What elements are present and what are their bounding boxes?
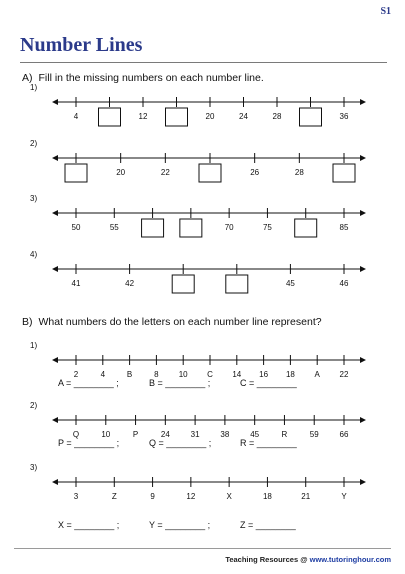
part-a-row-4-tick-label: 45 (285, 279, 295, 288)
part-b-row-3-answer-blank[interactable]: Y = ________ ; (149, 520, 211, 530)
part-a-row-1-tick-label: 28 (272, 112, 282, 121)
part-b-row-1-answer-blank[interactable]: B = ________ ; (149, 378, 211, 388)
part-b-row-3-tick-label: 9 (150, 492, 155, 501)
part-b-row-2-tick-label: 66 (339, 430, 349, 439)
part-a-row-2-tick-label: 20 (116, 168, 126, 177)
part-b-row-2-answer-blank[interactable]: P = ________ ; (58, 438, 120, 448)
part-b-row-2-tick-label: 45 (250, 430, 260, 439)
part-b-row-3-tick-label: 18 (262, 492, 272, 501)
part-a-row-3-tick-label: 75 (262, 223, 272, 232)
part-b-row-1-tick-label: B (126, 370, 133, 379)
part-a-row-2-tick-label: 28 (294, 168, 304, 177)
part-a-row-3-tick-label: 85 (339, 223, 349, 232)
part-a-row-1-tick-label: 20 (205, 112, 215, 121)
part-a-row-2-left-arrow (52, 155, 58, 161)
part-a-row-1-label: 1) (30, 83, 38, 92)
part-a-row-4-left-arrow (52, 266, 58, 272)
part-b-row-2-tick-label: 31 (190, 430, 200, 439)
part-a-row-4-right-arrow (360, 266, 366, 272)
part-a-row-2-tick-label: 22 (160, 168, 170, 177)
part-b-row-2-answer-blank[interactable]: R = ________ (240, 438, 297, 448)
part-a-row-3-tick-label: 50 (71, 223, 81, 232)
part-b-row-3-tick-label: 12 (186, 492, 196, 501)
part-b-row-3-left-arrow (52, 479, 58, 485)
part-a-instruction: Fill in the missing numbers on each number line. (38, 72, 264, 84)
part-b-row-3-label: 3) (30, 463, 38, 472)
part-b-row-1-tick-label: 22 (339, 370, 349, 379)
part-a-row-1-answer-box[interactable] (166, 108, 188, 126)
part-a-row-2-label: 2) (30, 139, 38, 148)
part-a-row-1-tick-label: 12 (138, 112, 148, 121)
footer (225, 555, 391, 564)
part-b-row-3-answer-blank[interactable]: Z = ________ (240, 520, 296, 530)
part-a-row-3-left-arrow (52, 210, 58, 216)
part-a-row-2-tick-label: 26 (250, 168, 260, 177)
part-a-row-4-answer-box[interactable] (226, 275, 248, 293)
footer-prefix: Teaching Resources @ (225, 555, 310, 564)
part-a-row-2-right-arrow (360, 155, 366, 161)
part-b-row-1-tick-label: 10 (178, 370, 188, 379)
part-b-row-1-answer-blank[interactable]: C = ________ (240, 378, 297, 388)
part-b-row-1-tick-label: 2 (73, 370, 79, 379)
part-b-row-3-answer-blank[interactable]: X = ________ ; (58, 520, 120, 530)
part-b-row-2-tick-label: R (281, 430, 288, 439)
part-a-row-4-tick-label: 41 (71, 279, 81, 288)
part-b-row-1-tick-label: 16 (259, 370, 269, 379)
part-a-row-2-answer-box[interactable] (333, 164, 355, 182)
part-b-row-1-tick-label: 18 (285, 370, 295, 379)
part-a-row-1-tick-label: 36 (339, 112, 349, 121)
part-b-row-3-tick-label: 21 (301, 492, 311, 501)
part-b-row-2-tick-label: Q (72, 430, 80, 439)
part-b-row-1-left-arrow (52, 357, 58, 363)
part-b-row-2-label: 2) (30, 401, 38, 410)
part-b-row-1-tick-label: 4 (100, 370, 106, 379)
part-b-row-3-right-arrow (360, 479, 366, 485)
part-b-row-1-answer-blank[interactable]: A = ________ ; (58, 378, 119, 388)
part-a-row-1-answer-box[interactable] (300, 108, 322, 126)
part-a-row-3-answer-box[interactable] (295, 219, 317, 237)
part-b-row-3-tick-label: 3 (73, 492, 79, 501)
part-a-row-1-left-arrow (52, 99, 58, 105)
part-b-row-1-label: 1) (30, 341, 38, 350)
part-a-row-3-answer-box[interactable] (142, 219, 164, 237)
part-a-row-2-answer-box[interactable] (199, 164, 221, 182)
part-a-row-3-answer-box[interactable] (180, 219, 202, 237)
part-a-letter: A) (22, 72, 33, 84)
part-a-row-1-tick-label: 4 (73, 112, 79, 121)
part-a-row-3-label: 3) (30, 194, 38, 203)
part-b-row-1-right-arrow (360, 357, 366, 363)
part-a-row-2-answer-box[interactable] (65, 164, 87, 182)
footer-divider (14, 548, 391, 549)
part-b-row-2-right-arrow (360, 417, 366, 423)
part-b-row-1-tick-label: 14 (232, 370, 242, 379)
part-b-instruction: What numbers do the letters on each number line represent? (38, 316, 322, 328)
part-b-row-2-tick-label: 38 (220, 430, 230, 439)
worksheet-code: S1 (380, 6, 391, 17)
part-b-row-3-tick-label: X (226, 492, 232, 501)
part-a-row-4-tick-label: 46 (339, 279, 349, 288)
part-b-row-3-tick-label: Z (111, 492, 117, 501)
part-b-row-2-left-arrow (52, 417, 58, 423)
part-a-row-3-tick-label: 70 (224, 223, 234, 232)
part-b-row-2-tick-label: P (132, 430, 139, 439)
part-a-row-1-right-arrow (360, 99, 366, 105)
part-b-row-1-tick-label: 8 (154, 370, 159, 379)
part-b-row-2-tick-label: 59 (309, 430, 319, 439)
part-b-letter: B) (22, 316, 33, 328)
part-b-row-1-tick-label: A (314, 370, 320, 379)
part-b-row-1-tick-label: C (207, 370, 213, 379)
part-a-row-4-label: 4) (30, 250, 38, 259)
part-b-row-2-answer-blank[interactable]: Q = ________ ; (149, 438, 212, 448)
part-b-row-2-tick-label: 10 (101, 430, 111, 439)
part-a-row-1-answer-box[interactable] (99, 108, 121, 126)
part-a-row-4-answer-box[interactable] (172, 275, 194, 293)
page-title: Number Lines (20, 34, 143, 56)
part-b-row-3-tick-label: Y (341, 492, 347, 501)
footer-site-link[interactable]: www.tutoringhour.com (309, 555, 391, 564)
part-a-row-1-tick-label: 24 (239, 112, 248, 121)
part-b-row-2-tick-label: 24 (160, 430, 170, 439)
part-a-row-3-right-arrow (360, 210, 366, 216)
part-a-row-3-tick-label: 55 (109, 223, 119, 232)
part-a-row-4-tick-label: 42 (125, 279, 135, 288)
